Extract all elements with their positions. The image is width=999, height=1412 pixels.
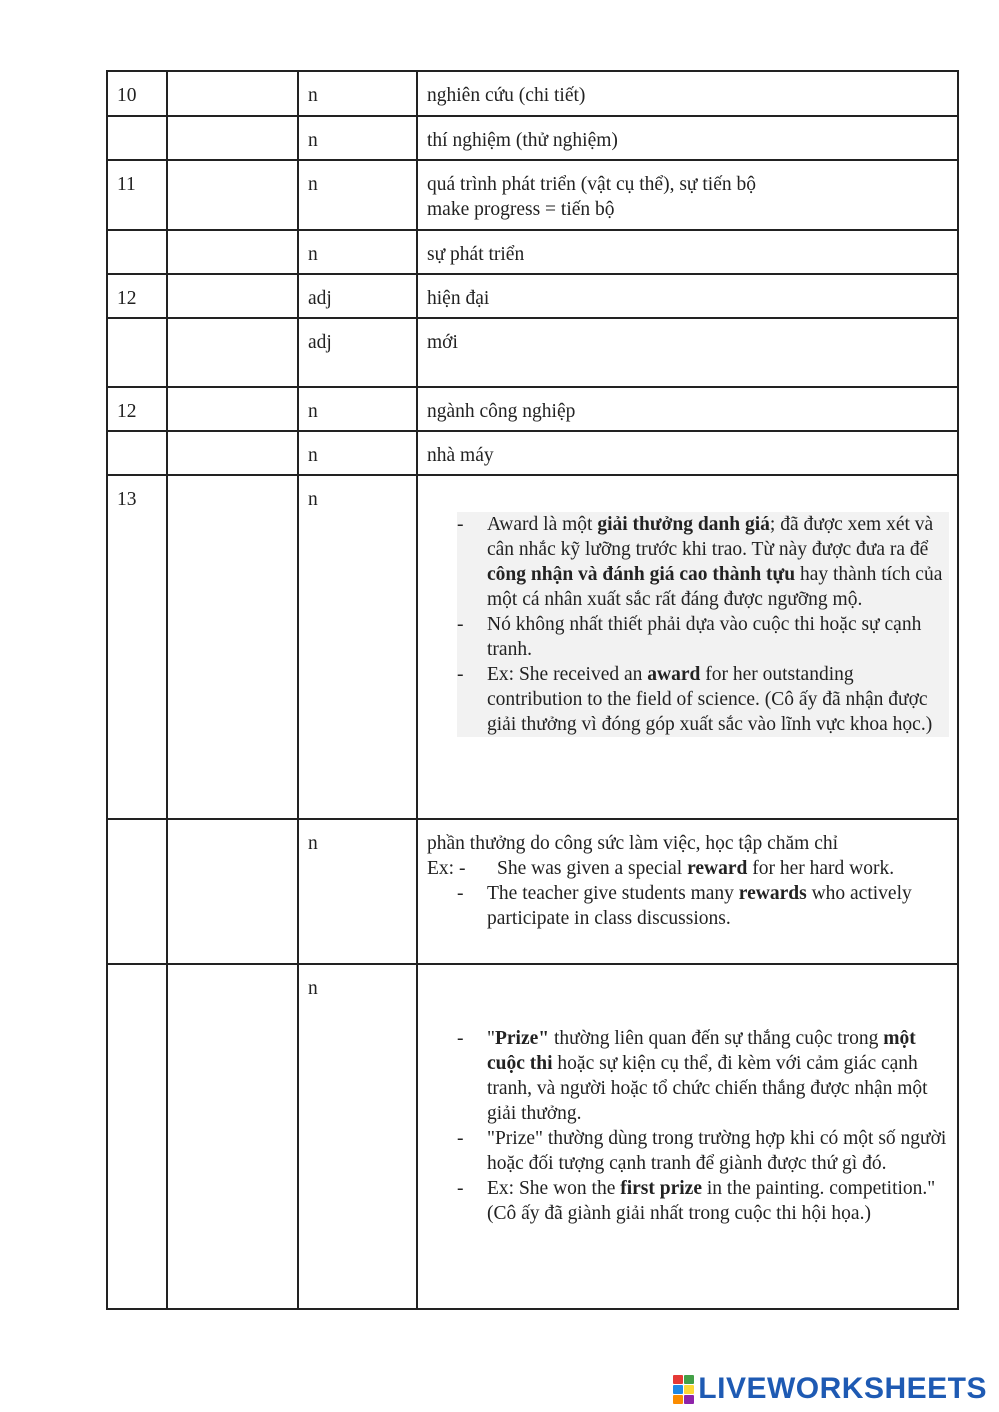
liveworksheets-logo (673, 1372, 987, 1406)
row-number (107, 230, 167, 274)
word-cell (167, 819, 298, 964)
table-row (107, 387, 958, 431)
table-row (107, 230, 958, 274)
logo-text: LIVEWORKSHEETS (698, 1372, 987, 1405)
meaning-cell: thí nghiệm (thử nghiệm) (417, 116, 958, 160)
list-item: - Nó không nhất thiết phải dựa vào cuộc thi hoặc sự cạnh tranh. (457, 612, 949, 662)
reward-examples (427, 881, 949, 931)
row-number (107, 819, 167, 964)
part-of-speech: n (298, 964, 417, 1309)
table-row (107, 964, 958, 1309)
row-number: 13 (107, 475, 167, 819)
row-number (107, 318, 167, 387)
part-of-speech: n (298, 475, 417, 819)
list-item: - Ex: She received an award for her outstanding contribution to the field of science. (Cô ấy đã nhận được giải thưởng vì đóng góp xuất sắc vào lĩnh vực khoa học.) (457, 662, 949, 737)
row-number: 12 (107, 274, 167, 318)
meaning-cell (417, 475, 958, 819)
word-cell (167, 964, 298, 1309)
word-cell (167, 71, 298, 116)
table-row (107, 475, 958, 819)
word-cell (167, 230, 298, 274)
vocabulary-table (106, 70, 959, 1310)
meaning-cell (417, 964, 958, 1309)
part-of-speech: n (298, 819, 417, 964)
table-row (107, 819, 958, 964)
part-of-speech: adj (298, 274, 417, 318)
word-cell (167, 475, 298, 819)
word-cell (167, 387, 298, 431)
table-row (107, 71, 958, 116)
prize-notes (427, 1026, 949, 1226)
row-number: 12 (107, 387, 167, 431)
list-item: - "Prize" thường liên quan đến sự thắng cuộc trong một cuộc thi hoặc sự kiện cụ thể, đi kèm với cảm giác cạnh tranh, và người hoặc tổ chức chiến thắng được nhận một giải thưởng. (457, 1026, 949, 1126)
meaning-cell: nhà máy (417, 431, 958, 475)
row-number (107, 116, 167, 160)
word-cell (167, 318, 298, 387)
reward-example: Ex: - She was given a special reward for her hard work. (427, 858, 895, 879)
table-row (107, 160, 958, 230)
table-row (107, 318, 958, 387)
table-row (107, 116, 958, 160)
row-number: 11 (107, 160, 167, 230)
list-item: - "Prize" thường dùng trong trường hợp khi có một số người hoặc đối tượng cạnh tranh để giành được thứ gì đó. (457, 1126, 949, 1176)
meaning-cell (417, 819, 958, 964)
word-cell (167, 274, 298, 318)
part-of-speech: n (298, 116, 417, 160)
list-item: - Award là một giải thưởng danh giá; đã được xem xét và cân nhắc kỹ lưỡng trước khi trao. Từ này được đưa ra để công nhận và đánh giá cao thành tựu hay thành tích của một cá nhân xuất sắc rất đáng được ngưỡng mộ. (457, 512, 949, 612)
word-cell (167, 431, 298, 475)
part-of-speech: n (298, 431, 417, 475)
meaning-cell (417, 160, 958, 230)
meaning-cell: nghiên cứu (chi tiết) (417, 71, 958, 116)
meaning-line: make progress = tiến bộ (427, 199, 615, 220)
reward-intro: phần thưởng do công sức làm việc, học tập chăm chỉ (427, 833, 839, 854)
list-item: - Ex: She won the first prize in the painting. competition." (Cô ấy đã giành giải nhất trong cuộc thi hội họa.) (457, 1176, 949, 1226)
meaning-cell: sự phát triển (417, 230, 958, 274)
part-of-speech: n (298, 160, 417, 230)
logo-squares-icon (673, 1375, 694, 1404)
part-of-speech: n (298, 230, 417, 274)
award-notes (427, 512, 949, 737)
part-of-speech: n (298, 71, 417, 116)
table-row (107, 274, 958, 318)
meaning-cell: mới (417, 318, 958, 387)
part-of-speech: n (298, 387, 417, 431)
row-number: 10 (107, 71, 167, 116)
part-of-speech: adj (298, 318, 417, 387)
meaning-cell: hiện đại (417, 274, 958, 318)
word-cell (167, 160, 298, 230)
word-cell (167, 116, 298, 160)
row-number (107, 964, 167, 1309)
meaning-cell: ngành công nghiệp (417, 387, 958, 431)
meaning-line: quá trình phát triển (vật cụ thể), sự tiến bộ (427, 174, 756, 195)
table-row (107, 431, 958, 475)
list-item: - The teacher give students many rewards who actively participate in class discussions. (457, 881, 949, 931)
row-number (107, 431, 167, 475)
